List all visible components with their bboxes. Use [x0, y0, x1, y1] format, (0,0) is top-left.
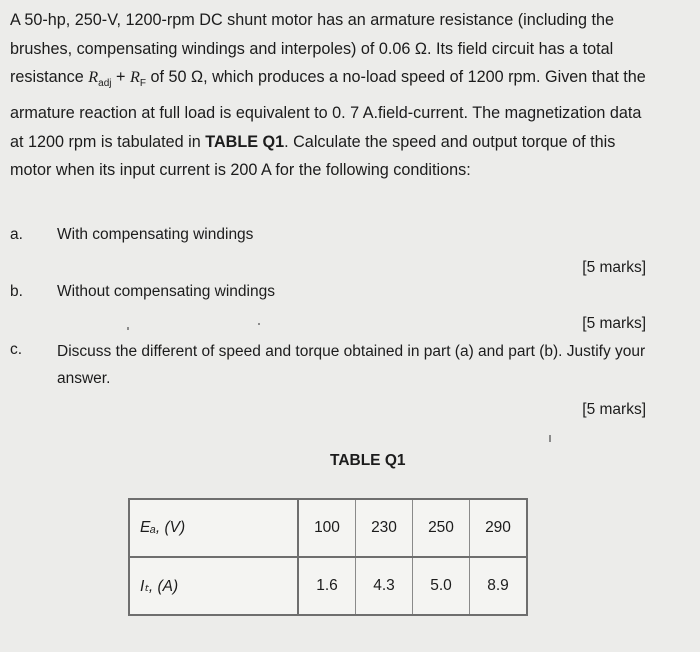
r-adj-subscript: adj: [98, 78, 112, 90]
question-b-label: b.: [10, 283, 23, 300]
scan-mark: [127, 327, 129, 330]
table-row: [129, 557, 527, 615]
problem-line-1: A 50-hp, 250-V, 1200-rpm DC shunt motor has an armature resistance (including the: [10, 11, 615, 29]
table-reference: TABLE Q1: [205, 132, 285, 151]
question-c-marks: [5 marks]: [582, 401, 646, 418]
scan-mark: [258, 323, 260, 325]
problem-line-5a: at 1200 rpm is tabulated in: [10, 132, 206, 151]
problem-line-5b: . Calculate the speed and output torque of this: [284, 132, 616, 151]
r-f-symbol: R: [129, 68, 140, 87]
problem-line-3b: of 50 Ω, which produces a no-load speed of 1200 rpm. Given that the: [145, 68, 646, 87]
table-row: [129, 499, 527, 557]
scan-mark: [549, 435, 551, 442]
magnetization-table: [128, 498, 528, 616]
problem-line-2: brushes, compensating windings and interpoles) of 0.06 Ω. Its field circuit has a total: [10, 39, 614, 58]
table-caption: TABLE Q1: [330, 452, 406, 469]
problem-statement: [10, 6, 690, 185]
question-a-label: a.: [10, 226, 23, 243]
table-cell: 230: [356, 499, 413, 557]
row-header-if: Iₜ, (A): [129, 557, 298, 615]
problem-line-4: armature reaction at full load is equivalent to 0. 7 A.field-current. The magnetization data: [10, 104, 642, 123]
table-cell: 100: [298, 499, 356, 557]
table-cell: 5.0: [413, 557, 470, 615]
row-header-ea: Eₐ, (V): [129, 499, 298, 557]
question-b-marks: [5 marks]: [582, 315, 646, 332]
question-c-text: Discuss the different of speed and torque obtained in part (a) and part (b). Justify your answer.: [57, 343, 646, 387]
question-a-text: With compensating windings: [57, 226, 254, 243]
plus-sign: +: [111, 68, 130, 87]
question-c-label: c.: [10, 341, 23, 358]
table-cell: 250: [413, 499, 470, 557]
question-a-marks: [5 marks]: [582, 259, 646, 276]
question-b-text: Without compensating windings: [57, 283, 275, 300]
table-cell: 290: [470, 499, 528, 557]
table-cell: 4.3: [356, 557, 413, 615]
problem-line-6: motor when its input current is 200 A for the following conditions:: [10, 161, 471, 180]
r-f-subscript: F: [139, 78, 146, 90]
r-adj-symbol: R: [88, 68, 99, 87]
table-cell: 1.6: [298, 557, 356, 615]
table-cell: 8.9: [470, 557, 528, 615]
problem-line-3a: resistance: [10, 68, 89, 87]
